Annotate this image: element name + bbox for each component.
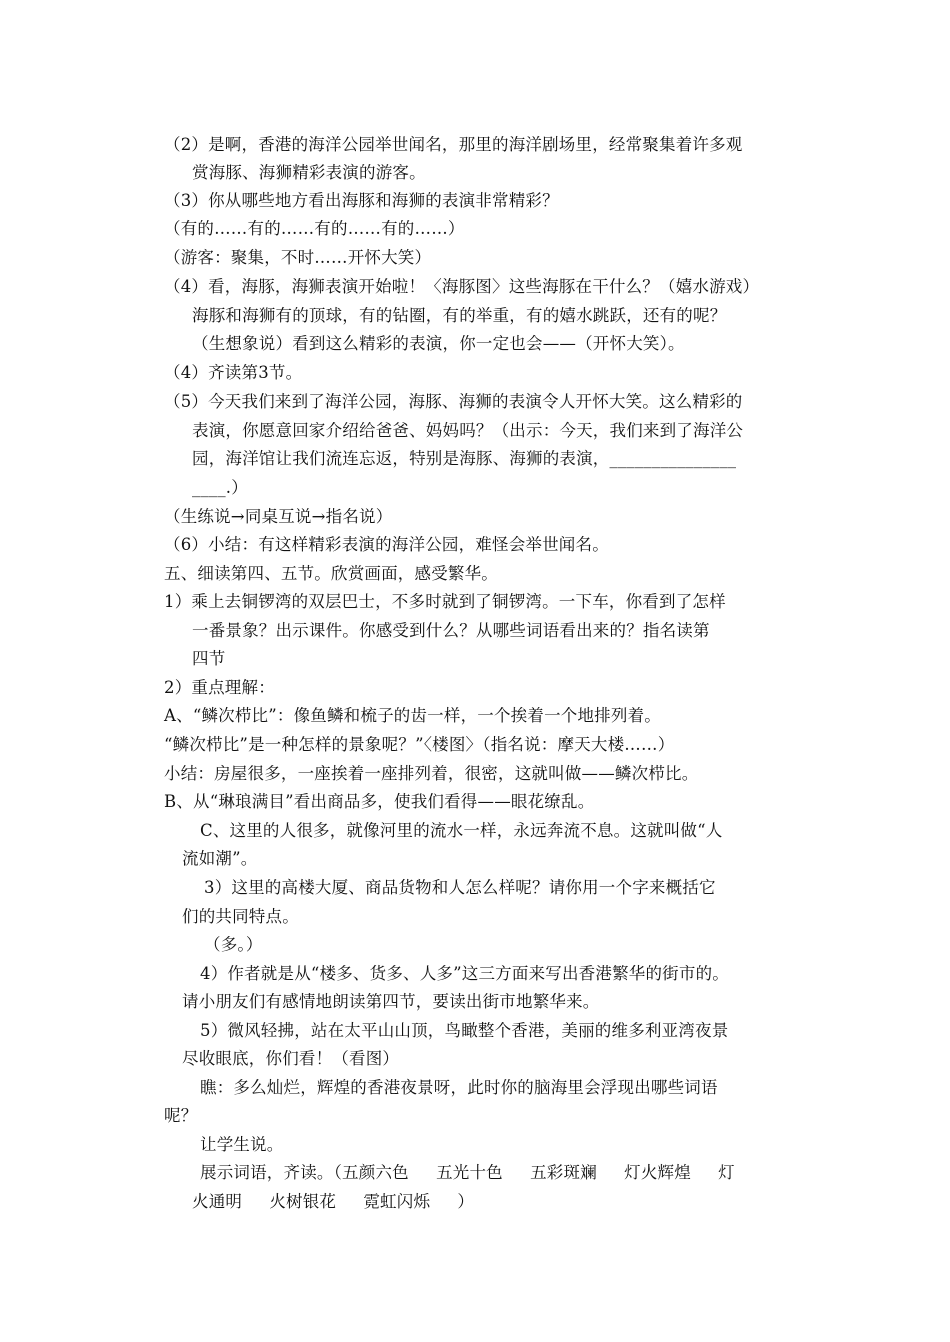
text-line: 呢？ [164, 1106, 198, 1125]
text-line: B、从“琳琅满目”看出商品多，使我们看得——眼花缭乱。 [164, 792, 595, 811]
text-line: 火通明 火树银花 霓虹闪烁 ） [192, 1192, 475, 1211]
text-line: 1）乘上去铜锣湾的双层巴士，不多时就到了铜锣湾。一下车，你看到了怎样 [164, 592, 726, 611]
text-line: 3）这里的高楼大厦、商品货物和人怎么样呢？请你用一个字来概括它 [204, 878, 716, 897]
text-line: C、这里的人很多，就像河里的流水一样，永远奔流不息。这就叫做“人 [200, 821, 723, 840]
text-line: 海豚和海狮有的顶球，有的钻圈，有的举重，有的嬉水跳跃，还有的呢？ [192, 306, 727, 325]
text-line: “鳞次栉比”是一种怎样的景象呢？”〈楼图〉（指名说：摩天大楼……） [164, 735, 675, 754]
text-line: 瞧：多么灿烂，辉煌的香港夜景呀，此时你的脑海里会浮现出哪些词语 [200, 1078, 718, 1097]
text-line: （生想象说）看到这么精彩的表演，你一定也会——（开怀大笑）。 [192, 334, 685, 353]
text-line: 四节 [192, 649, 226, 668]
text-line: 让学生说。 [200, 1135, 284, 1154]
text-line: （6）小结：有这样精彩表演的海洋公园，难怪会举世闻名。 [164, 535, 609, 554]
text-line: 展示词语，齐读。（五颜六色 五光十色 五彩斑斓 灯火辉煌 灯 [200, 1163, 735, 1182]
text-line: 小结：房屋很多，一座挨着一座排列着，很密，这就叫做——鳞次栉比。 [164, 764, 699, 783]
text-line: 2）重点理解： [164, 678, 275, 697]
text-line: （2）是啊，香港的海洋公园举世闻名，那里的海洋剧场里，经常聚集着许多观 [164, 135, 743, 154]
text-line: 流如潮”。 [182, 849, 258, 868]
text-line: 5）微风轻拂，站在太平山山顶，鸟瞰整个香港，美丽的维多利亚湾夜景 [200, 1021, 729, 1040]
text-line: （4）齐读第3节。 [164, 363, 303, 382]
text-line: （有的……有的……有的……有的……） [164, 219, 465, 238]
text-line: 们的共同特点。 [182, 907, 299, 926]
text-line: 4）作者就是从“楼多、货多、人多”这三方面来写出香港繁华的街市的。 [200, 964, 729, 983]
text-line: 请小朋友们有感情地朗读第四节，要读出街市地繁华来。 [182, 992, 600, 1011]
text-line: （多。） [204, 935, 263, 954]
text-line: 尽收眼底，你们看！（看图） [182, 1049, 400, 1068]
text-line: （3）你从哪些地方看出海豚和海狮的表演非常精彩？ [164, 191, 559, 210]
text-line: （游客：聚集，不时……开怀大笑） [164, 248, 432, 267]
section-heading: 五、细读第四、五节。欣赏画面，感受繁华。 [164, 564, 498, 583]
text-line: （4）看，海豚，海狮表演开始啦！〈海豚图〉这些海豚在干什么？（嬉水游戏） [164, 277, 760, 296]
text-line: 一番景象？出示课件。你感受到什么？从哪些词语看出来的？指名读第 [192, 621, 710, 640]
text-line: （生练说→同桌互说→指名说） [164, 507, 393, 526]
text-line: ____.） [192, 478, 248, 497]
text-line: 赏海豚、海狮精彩表演的游客。 [192, 163, 426, 182]
text-line: A、“鳞次栉比”：像鱼鳞和梳子的齿一样，一个挨着一个地排列着。 [164, 706, 661, 725]
text-line: （5）今天我们来到了海洋公园，海豚、海狮的表演令人开怀大笑。这么精彩的 [164, 392, 743, 411]
text-line: 表演，你愿意回家介绍给爸爸、妈妈吗？（出示：今天，我们来到了海洋公 [192, 421, 744, 440]
text-line: 园，海洋馆让我们流连忘返，特别是海豚、海狮的表演，_______________ [192, 449, 737, 468]
